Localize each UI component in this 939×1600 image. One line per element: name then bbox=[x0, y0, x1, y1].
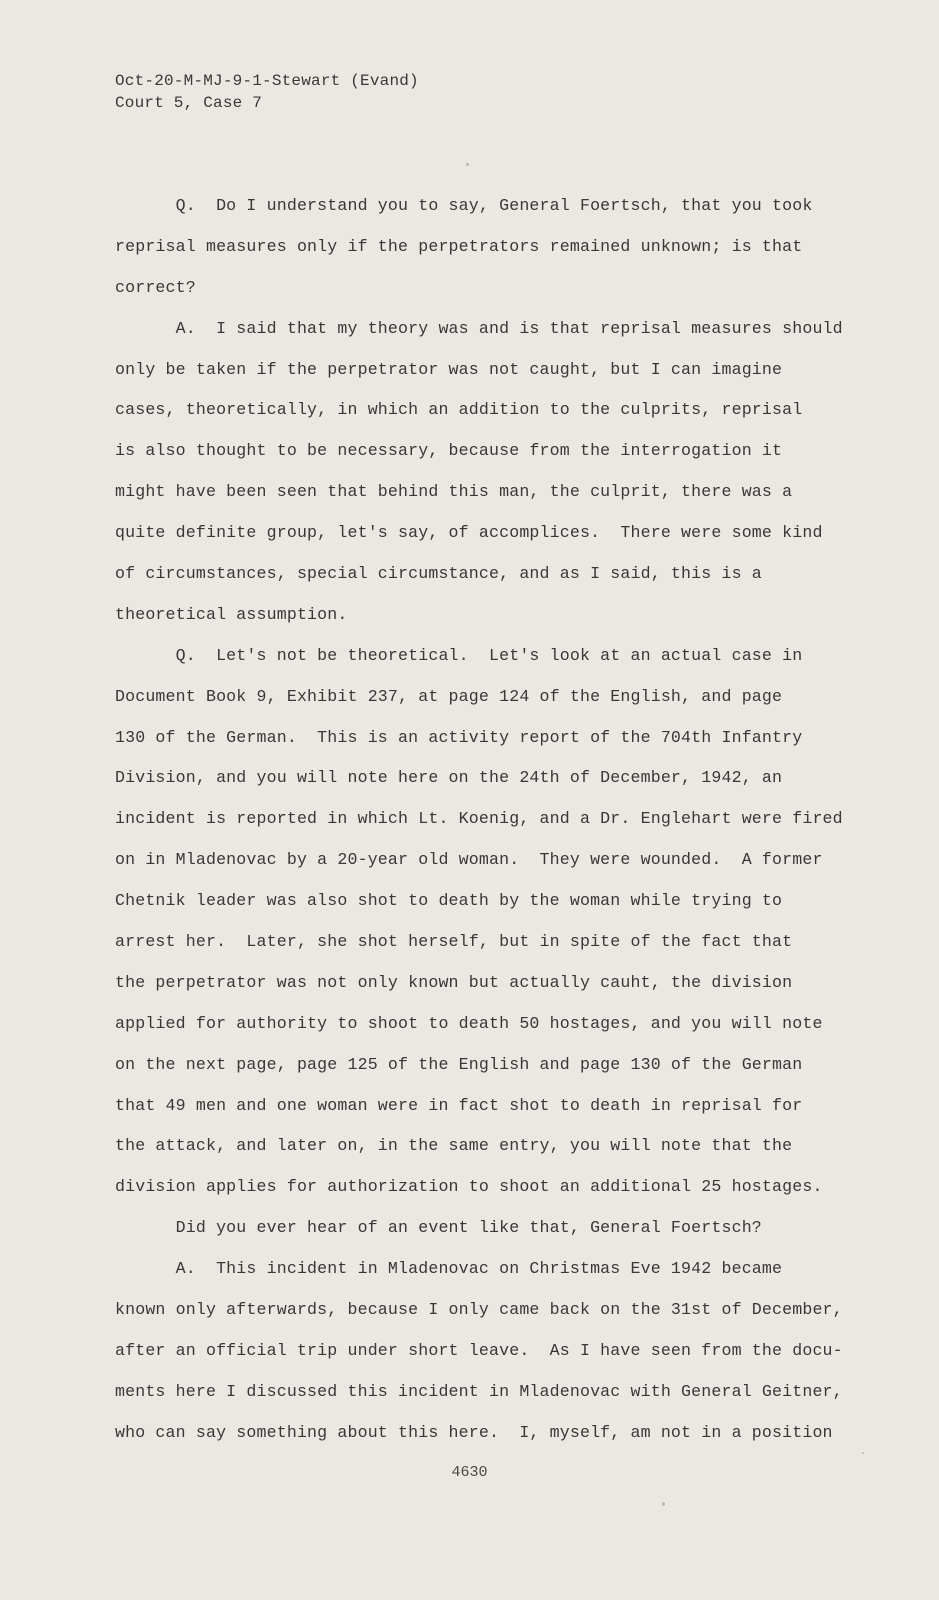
text-line: Did you ever hear of an event like that, General Foertsch? bbox=[115, 1218, 762, 1238]
text-line: the attack, and later on, in the same entry, you will note that the bbox=[115, 1136, 793, 1156]
page-number: 4630 bbox=[451, 1464, 488, 1481]
paper-speck bbox=[862, 1452, 864, 1454]
text-line: known only afterwards, because I only came back on the 31st of December, bbox=[115, 1300, 843, 1320]
text-line: on the next page, page 125 of the English and page 130 of the German bbox=[115, 1054, 803, 1074]
text-line: quite definite group, let's say, of accomplices. There were some kind bbox=[115, 523, 823, 543]
text-line: Document Book 9, Exhibit 237, at page 124 of the English, and page bbox=[115, 686, 783, 706]
text-line: correct? bbox=[115, 277, 196, 297]
text-line: A. This incident in Mladenovac on Christmas Eve 1942 became bbox=[115, 1259, 783, 1279]
text-line: ments here I discussed this incident in Mladenovac with General Geitner, bbox=[115, 1381, 843, 1401]
transcript-body bbox=[115, 186, 855, 1454]
text-line: division applies for authorization to shoot an additional 25 hostages. bbox=[115, 1177, 823, 1197]
text-line: applied for authority to shoot to death 50 hostages, and you will note bbox=[115, 1013, 823, 1033]
text-line: Q. Let's not be theoretical. Let's look at an actual case in bbox=[115, 645, 803, 665]
text-line: of circumstances, special circumstance, and as I said, this is a bbox=[115, 564, 762, 584]
text-line: Q. Do I understand you to say, General Foertsch, that you took bbox=[115, 196, 813, 215]
text-line: Division, and you will note here on the 24th of December, 1942, an bbox=[115, 768, 783, 788]
document-header bbox=[115, 70, 419, 114]
paper-speck bbox=[662, 1502, 665, 1506]
paper-speck bbox=[466, 163, 469, 166]
text-line: incident is reported in which Lt. Koenig, and a Dr. Englehart were fired bbox=[115, 809, 843, 829]
text-line: on in Mladenovac by a 20-year old woman. They were wounded. A former bbox=[115, 850, 823, 870]
text-line: theoretical assumption. bbox=[115, 604, 348, 624]
text-line: is also thought to be necessary, because from the interrogation it bbox=[115, 441, 783, 461]
text-line: after an official trip under short leave. As I have seen from the docu- bbox=[115, 1340, 843, 1360]
text-line: the perpetrator was not only known but actually cauht, the division bbox=[115, 972, 793, 992]
text-line: arrest her. Later, she shot herself, but in spite of the fact that bbox=[115, 932, 793, 952]
text-line: that 49 men and one woman were in fact shot to death in reprisal for bbox=[115, 1095, 803, 1115]
text-line: A. I said that my theory was and is that reprisal measures should bbox=[115, 318, 843, 338]
text-line: 130 of the German. This is an activity report of the 704th Infantry bbox=[115, 727, 803, 747]
text-line: who can say something about this here. I, myself, am not in a position bbox=[115, 1422, 833, 1442]
header-line-1: Oct-20-M-MJ-9-1-Stewart (Evand) bbox=[115, 72, 419, 90]
text-line: reprisal measures only if the perpetrators remained unknown; is that bbox=[115, 236, 803, 256]
text-line: might have been seen that behind this man, the culprit, there was a bbox=[115, 482, 793, 502]
text-line: cases, theoretically, in which an addition to the culprits, reprisal bbox=[115, 400, 803, 420]
header-line-2: Court 5, Case 7 bbox=[115, 94, 263, 112]
text-line: only be taken if the perpetrator was not caught, but I can imagine bbox=[115, 359, 783, 379]
text-line: Chetnik leader was also shot to death by the woman while trying to bbox=[115, 891, 783, 911]
